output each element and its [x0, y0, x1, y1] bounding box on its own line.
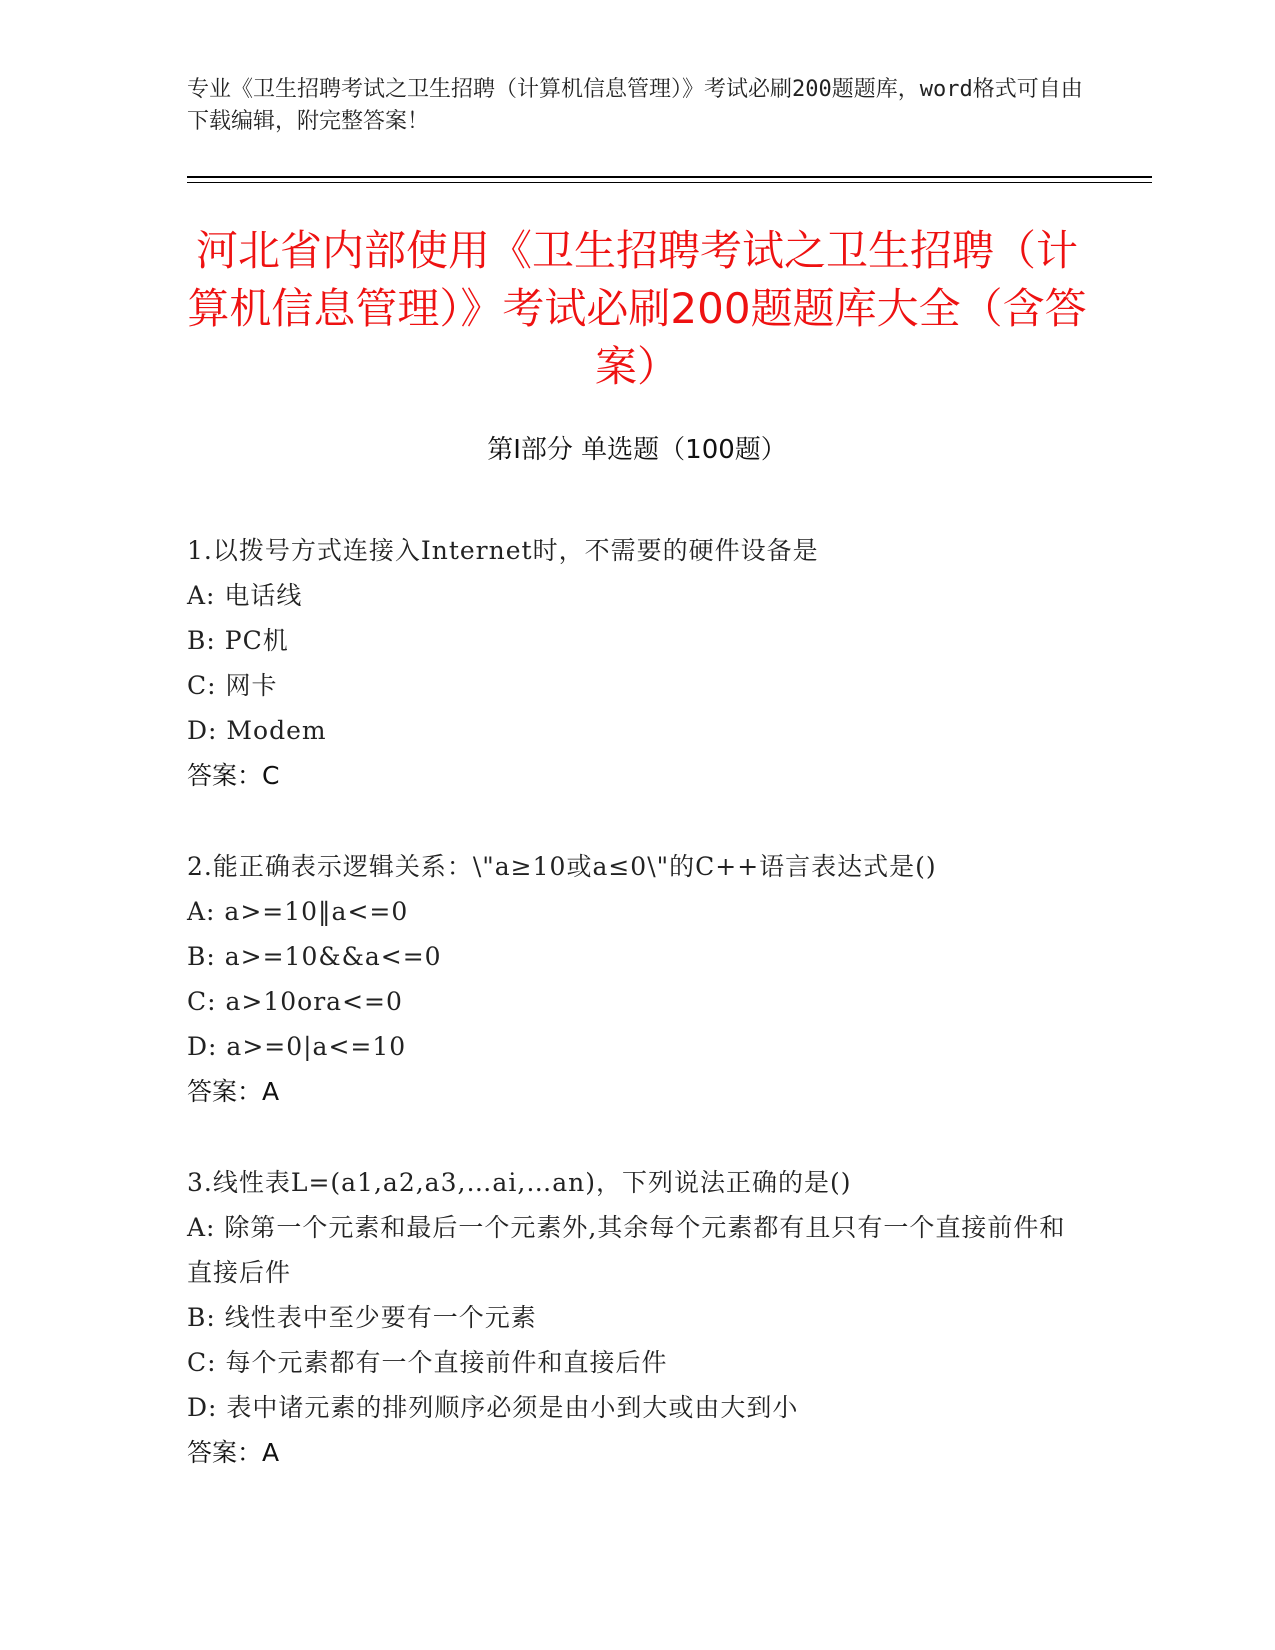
question-stem: 1.以拨号方式连接入Internet时，不需要的硬件设备是 — [187, 536, 819, 565]
option-c: C: a>10ora<=0 — [187, 987, 403, 1016]
section-title: 第I部分 单选题（100题） — [487, 435, 787, 465]
option-b: B: 线性表中至少要有一个元素 — [187, 1303, 537, 1332]
document-title: 河北省内部使用《卫生招聘考试之卫生招聘（计算机信息管理）》考试必刷200题题库大全（含答案） — [187, 226, 1087, 391]
header-note: 专业《卫生招聘考试之卫生招聘（计算机信息管理）》考试必刷200题题库，word格式可自由下载编辑，附完整答案！ — [187, 77, 1083, 134]
header-rule-thin — [187, 182, 1152, 183]
option-a: A: a>=10‖a<=0 — [187, 897, 409, 926]
option-c: C: 网卡 — [187, 671, 278, 700]
option-c: C: 每个元素都有一个直接前件和直接后件 — [187, 1348, 668, 1377]
question-1 — [187, 528, 1067, 798]
header-rule-thick — [187, 176, 1152, 178]
option-d: D: Modem — [187, 716, 327, 745]
question-2 — [187, 844, 1067, 1114]
answer: 答案：C — [187, 761, 280, 790]
question-stem: 2.能正确表示逻辑关系：\"a≥10或a≤0\"的C++语言表达式是() — [187, 852, 937, 881]
question-list — [187, 528, 1067, 1521]
question-3 — [187, 1160, 1067, 1475]
answer: 答案：A — [187, 1438, 280, 1467]
option-a: A: 电话线 — [187, 581, 303, 610]
option-b: B: a>=10&&a<=0 — [187, 942, 442, 971]
question-stem: 3.线性表L=(a1,a2,a3,…ai,…an)，下列说法正确的是() — [187, 1168, 852, 1197]
option-d: D: a>=0|a<=10 — [187, 1032, 407, 1061]
option-a: A: 除第一个元素和最后一个元素外,其余每个元素都有且只有一个直接前件和直接后件 — [187, 1213, 1066, 1287]
option-d: D: 表中诸元素的排列顺序必须是由小到大或由大到小 — [187, 1393, 799, 1422]
option-b: B: PC机 — [187, 626, 289, 655]
answer: 答案：A — [187, 1077, 280, 1106]
